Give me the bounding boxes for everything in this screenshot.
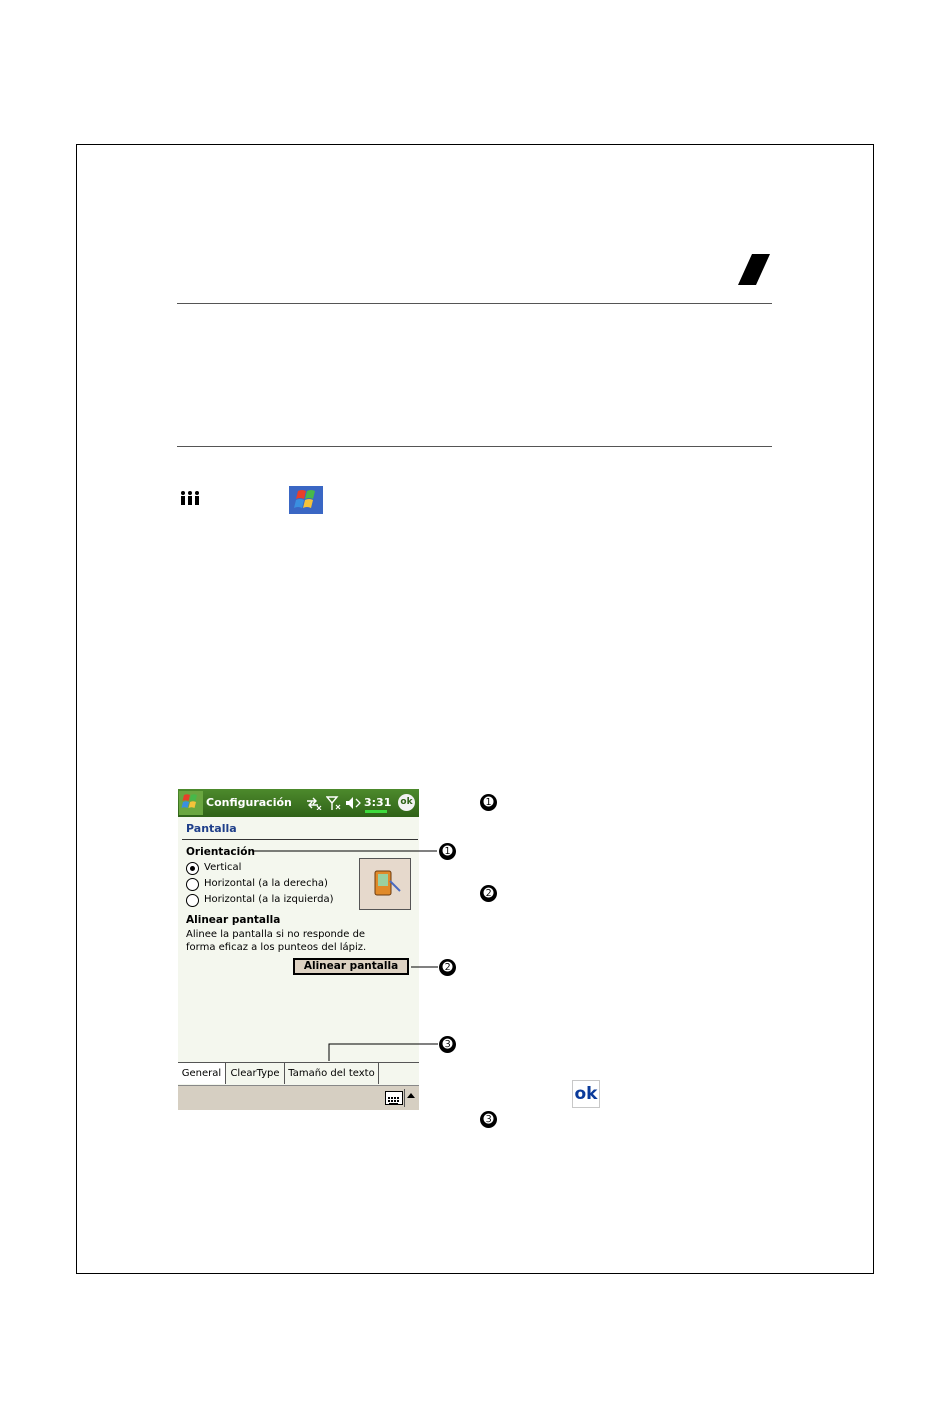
ok-icon-label: ok <box>574 1084 598 1104</box>
clock[interactable]: 3:31 <box>364 796 392 809</box>
callout-3: ➌ <box>439 1036 456 1053</box>
tab-cleartype[interactable]: ClearType <box>226 1063 285 1084</box>
align-description-line2: forma eficaz a los punteos del lápiz. <box>186 942 367 953</box>
radio-vertical-label[interactable]: Vertical <box>204 862 242 873</box>
align-description-line1: Alinee la pantalla si no responde de <box>186 929 366 940</box>
legend-callout-2: ➋ <box>480 885 497 902</box>
app-title: Configuración <box>206 796 292 809</box>
tab-text-size[interactable]: Tamaño del texto <box>285 1063 379 1084</box>
page-title: Pantalla <box>186 822 237 835</box>
orientation-label: Orientación <box>186 846 255 858</box>
legend-callout-1: ➊ <box>480 794 497 811</box>
ok-icon <box>572 1080 600 1108</box>
align-screen-button[interactable]: Alinear pantalla <box>293 958 409 975</box>
radio-horizontal-left-label[interactable]: Horizontal (a la izquierda) <box>204 894 334 905</box>
align-heading: Alinear pantalla <box>186 914 281 926</box>
radio-horizontal-right-label[interactable]: Horizontal (a la derecha) <box>204 878 328 889</box>
callout-2: ➋ <box>439 959 456 976</box>
ok-button[interactable]: ok <box>398 794 415 811</box>
callout-1: ➊ <box>439 843 456 860</box>
legend-callout-3: ➌ <box>480 1111 497 1128</box>
tab-general[interactable]: General <box>178 1063 226 1084</box>
